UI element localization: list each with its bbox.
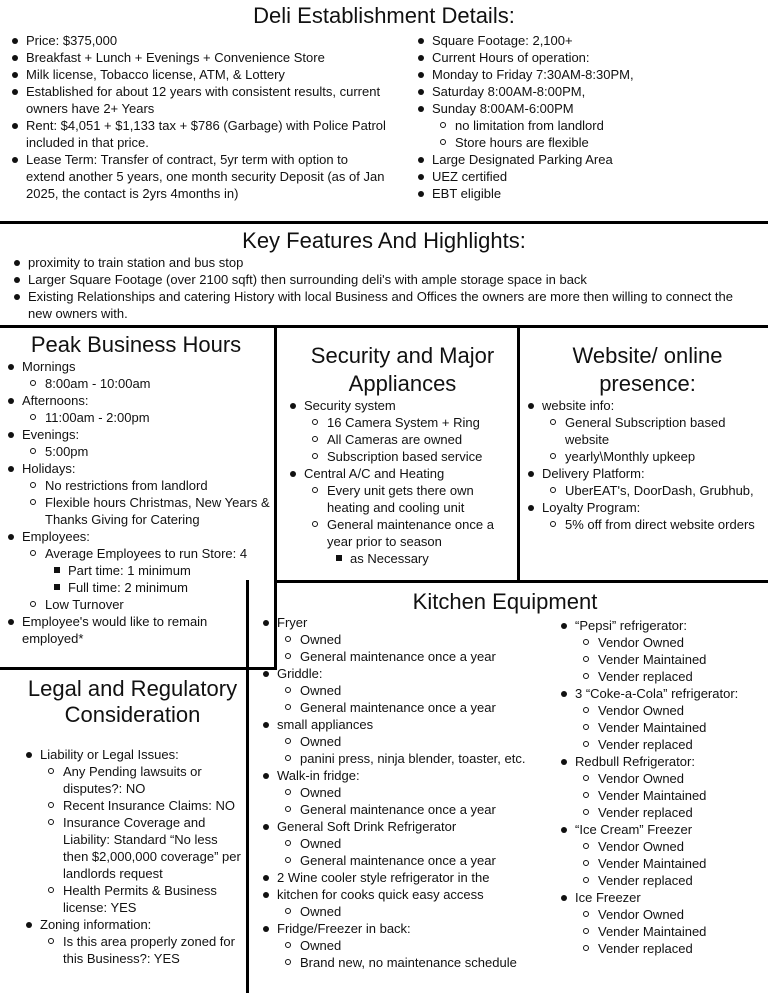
list-item: Delivery Platform: — [522, 465, 764, 482]
list-item: Walk-in fridge: — [257, 767, 557, 784]
deli-left-list — [6, 32, 386, 202]
list-item: Large Designated Parking Area — [412, 151, 762, 168]
deli-title: Deli Establishment Details: — [253, 3, 515, 28]
list-item: Vender Maintained — [555, 855, 765, 872]
list-item: small appliances — [257, 716, 557, 733]
list-item: 5:00pm — [2, 443, 272, 460]
list-item: website info: — [522, 397, 764, 414]
kitchen-right-list — [555, 617, 765, 957]
list-item: no limitation from landlord — [412, 117, 762, 134]
list-item: Security system — [284, 397, 514, 414]
list-item: Vender replaced — [555, 940, 765, 957]
list-item: Brand new, no maintenance schedule — [257, 954, 557, 971]
list-item: Vendor Owned — [555, 702, 765, 719]
list-item: Insurance Coverage and Liability: Standard “No less then $2,000,000 coverage” per landlords request — [20, 814, 244, 882]
list-item: Mornings — [2, 358, 272, 375]
divider — [0, 221, 768, 224]
list-item: 5% off from direct website orders — [522, 516, 764, 533]
list-item: Is this area properly zoned for this Business?: YES — [20, 933, 244, 967]
list-item: Owned — [257, 682, 557, 699]
list-item: Current Hours of operation: — [412, 49, 762, 66]
list-item: Central A/C and Heating — [284, 465, 514, 482]
list-item: 11:00am - 2:00pm — [2, 409, 272, 426]
list-item: Price: $375,000 — [6, 32, 386, 49]
website-title: Website/ online presence: — [572, 343, 723, 396]
kitchen-left-list — [257, 614, 557, 971]
list-item: Vendor Owned — [555, 770, 765, 787]
list-item: Flexible hours Christmas, New Years & Thanks Giving for Catering — [2, 494, 272, 528]
list-item: No restrictions from landlord — [2, 477, 272, 494]
list-item: General Soft Drink Refrigerator — [257, 818, 557, 835]
list-item: UEZ certified — [412, 168, 762, 185]
list-item: Employees: — [2, 528, 272, 545]
list-item: Part time: 1 minimum — [2, 562, 272, 579]
security-list — [284, 397, 514, 567]
list-item: Vender Maintained — [555, 787, 765, 804]
list-item: Low Turnover — [2, 596, 272, 613]
kitchen-title: Kitchen Equipment — [412, 589, 598, 614]
list-item: Vendor Owned — [555, 906, 765, 923]
list-item: Griddle: — [257, 665, 557, 682]
key-features-list — [8, 254, 760, 322]
list-item: Vender Maintained — [555, 651, 765, 668]
list-item: Evenings: — [2, 426, 272, 443]
list-item: Breakfast + Lunch + Evenings + Convenience Store — [6, 49, 386, 66]
list-item: General maintenance once a year — [257, 852, 557, 869]
list-item: Sunday 8:00AM-6:00PM — [412, 100, 762, 117]
list-item: yearly\Monthly upkeep — [522, 448, 764, 465]
list-item: Vender replaced — [555, 872, 765, 889]
list-item: 2 Wine cooler style refrigerator in the — [257, 869, 557, 886]
website-list — [522, 397, 764, 533]
list-item: kitchen for cooks quick easy access — [257, 886, 557, 903]
list-item: 16 Camera System + Ring — [284, 414, 514, 431]
list-item: Health Permits & Business license: YES — [20, 882, 244, 916]
list-item: Square Footage: 2,100+ — [412, 32, 762, 49]
deli-right-list — [412, 32, 762, 202]
list-item: Store hours are flexible — [412, 134, 762, 151]
list-item: 3 “Coke-a-Cola” refrigerator: — [555, 685, 765, 702]
peak-hours-list — [2, 358, 272, 647]
legal-title: Legal and Regulatory Consideration — [27, 676, 238, 727]
list-item: 8:00am - 10:00am — [2, 375, 272, 392]
divider — [0, 325, 768, 328]
legal-list — [20, 746, 244, 967]
list-item: Vender Maintained — [555, 719, 765, 736]
divider — [517, 325, 520, 581]
list-item: Subscription based service — [284, 448, 514, 465]
list-item: Owned — [257, 733, 557, 750]
list-item: Loyalty Program: — [522, 499, 764, 516]
list-item: Any Pending lawsuits or disputes?: NO — [20, 763, 244, 797]
list-item: Larger Square Footage (over 2100 sqft) then surrounding deli's with ample storage space in back — [8, 271, 760, 288]
peak-hours-title: Peak Business Hours — [30, 332, 242, 357]
list-item: panini press, ninja blender, toaster, etc. — [257, 750, 557, 767]
list-item: Average Employees to run Store: 4 — [2, 545, 272, 562]
list-item: EBT eligible — [412, 185, 762, 202]
list-item: Holidays: — [2, 460, 272, 477]
list-item: Rent: $4,051 + $1,133 tax + $786 (Garbage) with Police Patrol included in that price. — [6, 117, 386, 151]
list-item: General maintenance once a year prior to season — [284, 516, 514, 550]
list-item: Fridge/Freezer in back: — [257, 920, 557, 937]
list-item: Recent Insurance Claims: NO — [20, 797, 244, 814]
list-item: General Subscription based website — [522, 414, 764, 448]
list-item: Saturday 8:00AM-8:00PM, — [412, 83, 762, 100]
list-item: Milk license, Tobacco license, ATM, & Lottery — [6, 66, 386, 83]
list-item: All Cameras are owned — [284, 431, 514, 448]
list-item: General maintenance once a year — [257, 801, 557, 818]
list-item: Vendor Owned — [555, 634, 765, 651]
list-item: Vender Maintained — [555, 923, 765, 940]
list-item: Owned — [257, 937, 557, 954]
list-item: Owned — [257, 835, 557, 852]
list-item: as Necessary — [284, 550, 514, 567]
list-item: Established for about 12 years with consistent results, current owners have 2+ Years — [6, 83, 386, 117]
list-item: Redbull Refrigerator: — [555, 753, 765, 770]
list-item: “Ice Cream” Freezer — [555, 821, 765, 838]
list-item: Owned — [257, 784, 557, 801]
list-item: Vender replaced — [555, 668, 765, 685]
list-item: Afternoons: — [2, 392, 272, 409]
divider — [0, 667, 277, 670]
list-item: “Pepsi” refrigerator: — [555, 617, 765, 634]
list-item: Every unit gets there own heating and cooling unit — [284, 482, 514, 516]
list-item: Ice Freezer — [555, 889, 765, 906]
list-item: proximity to train station and bus stop — [8, 254, 760, 271]
list-item: Fryer — [257, 614, 557, 631]
list-item: Full time: 2 minimum — [2, 579, 272, 596]
list-item: Vender replaced — [555, 804, 765, 821]
list-item: Lease Term: Transfer of contract, 5yr term with option to extend another 5 years, one month security Deposit (as of Jan 2025, the contact is 2yrs 4months in) — [6, 151, 386, 202]
list-item: Liability or Legal Issues: — [20, 746, 244, 763]
list-item: Existing Relationships and catering History with local Business and Offices the owners are more then willing to connect the new owners with. — [8, 288, 760, 322]
list-item: Zoning information: — [20, 916, 244, 933]
list-item: UberEAT's, DoorDash, Grubhub, — [522, 482, 764, 499]
list-item: Monday to Friday 7:30AM-8:30PM, — [412, 66, 762, 83]
divider — [274, 580, 768, 583]
list-item: General maintenance once a year — [257, 699, 557, 716]
security-title: Security and Major Appliances — [310, 343, 495, 396]
list-item: Employee's would like to remain employed* — [2, 613, 272, 647]
list-item: Vender replaced — [555, 736, 765, 753]
key-features-title: Key Features And Highlights: — [242, 228, 526, 253]
list-item: Owned — [257, 631, 557, 648]
list-item: Owned — [257, 903, 557, 920]
list-item: General maintenance once a year — [257, 648, 557, 665]
list-item: Vendor Owned — [555, 838, 765, 855]
